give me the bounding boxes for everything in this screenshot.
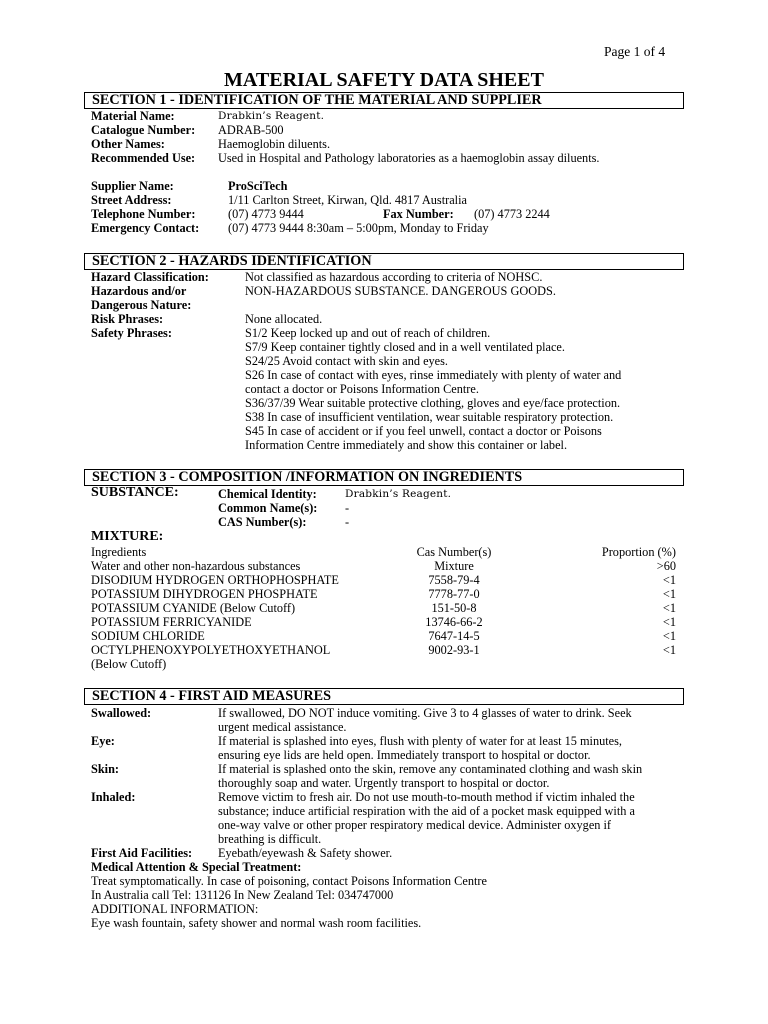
hazard-nature: NON-HAZARDOUS SUBSTANCE. DANGEROUS GOODS.	[245, 284, 556, 298]
safety-phrase: S26 In case of contact with eyes, rinse immediately with plenty of water and	[245, 368, 622, 382]
ingredient-cas: Mixture	[434, 559, 474, 573]
safety-phrase: S38 In case of insufficient ventilation, wear suitable respiratory protection.	[245, 410, 614, 424]
field-label: Skin:	[91, 762, 120, 776]
field-label: CAS Number(s):	[218, 515, 307, 529]
first-aid-text: ensuring eye lids are held open. Immediately transport to hospital or doctor.	[218, 748, 591, 762]
field-label: Risk Phrases:	[91, 312, 164, 326]
ingredient-proportion: <1	[662, 643, 676, 657]
first-aid-text: one-way valve or other proper respiratory medical device. Administer oxygen if	[218, 818, 612, 832]
safety-phrase: S45 In case of accident or if you feel unwell, contact a doctor or Poisons	[245, 424, 602, 438]
ingredient-cas: 151-50-8	[431, 601, 477, 615]
ingredient-name: POTASSIUM DIHYDROGEN PHOSPHATE	[91, 587, 318, 601]
section-3-header	[84, 469, 684, 486]
first-aid-text: thoroughly soap and water. Urgently transport to hospital or doctor.	[218, 776, 550, 790]
section-4-header	[84, 688, 684, 705]
safety-phrase: S7/9 Keep container tightly closed and in a well ventilated place.	[245, 340, 565, 354]
field-label: Inhaled:	[91, 790, 136, 804]
field-value: Drabkin’s Reagent.	[345, 488, 452, 500]
field-label: Other Names:	[91, 137, 165, 151]
column-header: Proportion (%)	[601, 545, 676, 559]
field-label: First Aid Facilities:	[91, 846, 193, 860]
ingredient-name: POTASSIUM CYANIDE (Below Cutoff)	[91, 601, 296, 615]
mixture-label: MIXTURE:	[91, 529, 164, 544]
ingredient-name: Water and other non-hazardous substances	[91, 559, 301, 573]
ingredient-proportion: <1	[662, 615, 676, 629]
ingredient-name: SODIUM CHLORIDE	[91, 629, 205, 643]
ingredient-proportion: <1	[662, 601, 676, 615]
first-aid-text: If material is splashed onto the skin, remove any contaminated clothing and wash skin	[218, 762, 643, 776]
field-label: Supplier Name:	[91, 179, 174, 193]
field-label: Street Address:	[91, 193, 172, 207]
field-label: Emergency Contact:	[91, 221, 200, 235]
ingredient-cas: 9002-93-1	[428, 643, 480, 657]
ingredient-name: POTASSIUM FERRICYANIDE	[91, 615, 252, 629]
field-label: Eye:	[91, 734, 115, 748]
ingredient-cas: 13746-66-2	[425, 615, 483, 629]
field-value: Used in Hospital and Pathology laboratories as a haemoglobin assay diluents.	[218, 151, 600, 165]
ingredient-name: OCTYLPHENOXYPOLYETHOXYETHANOL	[91, 643, 331, 657]
field-value: -	[345, 501, 350, 515]
field-value: (07) 4773 9444 8:30am – 5:00pm, Monday to Friday	[228, 221, 489, 235]
ingredient-proportion: <1	[662, 629, 676, 643]
field-label: Dangerous Nature:	[91, 298, 192, 312]
section-2-title: SECTION 2 - HAZARDS IDENTIFICATION	[92, 253, 372, 269]
safety-phrase: S1/2 Keep locked up and out of reach of children.	[245, 326, 491, 340]
column-header: Ingredients	[91, 545, 147, 559]
section-3-title: SECTION 3 - COMPOSITION /INFORMATION ON INGREDIENTS	[92, 469, 523, 485]
ingredient-cas: 7558-79-4	[428, 573, 480, 587]
field-value: ADRAB-500	[218, 123, 284, 137]
ingredient-note: (Below Cutoff)	[91, 657, 167, 671]
field-value: 1/11 Carlton Street, Kirwan, Qld. 4817 Australia	[228, 193, 467, 207]
page-number: Page 1 of 4	[604, 44, 666, 59]
field-label: Telephone Number:	[91, 207, 196, 221]
first-aid-text: Remove victim to fresh air. Do not use mouth-to-mouth method if victim inhaled the	[218, 790, 635, 804]
section-1-title: SECTION 1 - IDENTIFICATION OF THE MATERIAL AND SUPPLIER	[92, 92, 542, 108]
document-title: MATERIAL SAFETY DATA SHEET	[224, 69, 544, 91]
substance-label: SUBSTANCE:	[91, 485, 179, 500]
field-label: Catalogue Number:	[91, 123, 196, 137]
fax-label: Fax Number:	[383, 207, 454, 221]
risk-phrases: None allocated.	[245, 312, 323, 326]
medical-text: In Australia call Tel: 131126 In New Zealand Tel: 034747000	[91, 888, 394, 902]
field-value: (07) 4773 9444	[228, 207, 304, 221]
ingredient-proportion: <1	[662, 587, 676, 601]
field-label: Hazard Classification:	[91, 270, 209, 284]
ingredient-cas: 7778-77-0	[428, 587, 480, 601]
first-aid-text: breathing is difficult.	[218, 832, 322, 846]
first-aid-text: urgent medical assistance.	[218, 720, 347, 734]
safety-phrase: Information Centre immediately and show this container or label.	[245, 438, 568, 452]
fax-value: (07) 4773 2244	[474, 207, 550, 221]
field-label: Hazardous and/or	[91, 284, 187, 298]
ingredient-cas: 7647-14-5	[428, 629, 480, 643]
medical-text: Eye wash fountain, safety shower and normal wash room facilities.	[91, 916, 422, 930]
field-label: Chemical Identity:	[218, 487, 317, 501]
hazard-classification: Not classified as hazardous according to criteria of NOHSC.	[245, 270, 543, 284]
field-value: -	[345, 515, 350, 529]
medical-text: Treat symptomatically. In case of poisoning, contact Poisons Information Centre	[91, 874, 487, 888]
field-label: Medical Attention & Special Treatment:	[91, 860, 302, 874]
first-aid-text: If swallowed, DO NOT induce vomiting. Give 3 to 4 glasses of water to drink. Seek	[218, 706, 632, 720]
ingredient-proportion: <1	[662, 573, 676, 587]
field-label: Material Name:	[91, 109, 175, 123]
first-aid-text: If material is splashed into eyes, flush with plenty of water for at least 15 minutes,	[218, 734, 622, 748]
field-label: Safety Phrases:	[91, 326, 172, 340]
safety-phrase: S36/37/39 Wear suitable protective clothing, gloves and eye/face protection.	[245, 396, 621, 410]
section-2-header	[84, 253, 684, 270]
safety-phrase: contact a doctor or Poisons Information Centre.	[245, 382, 479, 396]
field-label: Swallowed:	[91, 706, 152, 720]
field-label: Recommended Use:	[91, 151, 196, 165]
first-aid-text: substance; induce artificial respiration with the aid of a pocket mask equipped with a	[218, 804, 635, 818]
field-value: Drabkin’s Reagent.	[218, 110, 325, 122]
field-label: Common Name(s):	[218, 501, 318, 515]
field-value: Haemoglobin diluents.	[218, 137, 331, 151]
medical-text: ADDITIONAL INFORMATION:	[91, 902, 259, 916]
section-4-title: SECTION 4 - FIRST AID MEASURES	[92, 688, 332, 704]
column-header: Cas Number(s)	[416, 545, 492, 559]
ingredient-name: DISODIUM HYDROGEN ORTHOPHOSPHATE	[91, 573, 339, 587]
ingredient-proportion: >60	[656, 559, 676, 573]
field-value: ProSciTech	[228, 179, 288, 193]
section-1-header	[84, 92, 684, 109]
safety-phrase: S24/25 Avoid contact with skin and eyes.	[245, 354, 448, 368]
first-aid-text: Eyebath/eyewash & Safety shower.	[218, 846, 393, 860]
